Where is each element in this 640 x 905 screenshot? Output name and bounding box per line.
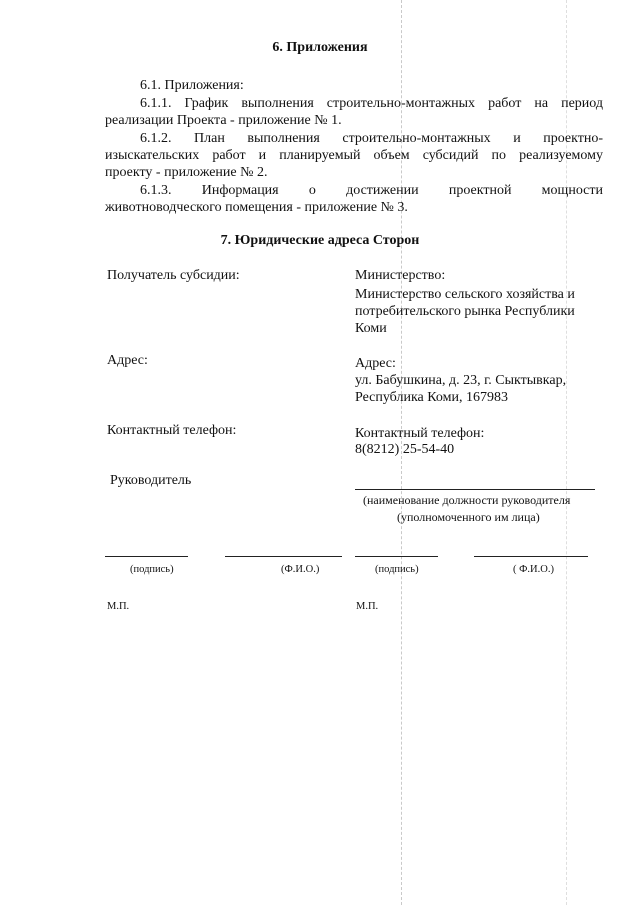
- ministry-name-line1: Министерство сельского хозяйства и: [355, 287, 575, 302]
- ministry-label: Министерство:: [355, 268, 446, 283]
- ministry-address-label: Адрес:: [355, 356, 396, 371]
- right-signature-line: [355, 556, 438, 557]
- item-6-1-2-line2: изыскательских работ и планируемый объем субсидий по реализуемому: [105, 148, 603, 163]
- recipient-phone-label: Контактный телефон:: [107, 423, 237, 438]
- position-caption-line2: (уполномоченного им лица): [397, 510, 540, 524]
- left-signature-line: [105, 556, 188, 557]
- section-6-heading: 6. Приложения: [272, 40, 368, 55]
- ministry-address-line1: ул. Бабушкина, д. 23, г. Сыктывкар,: [355, 373, 567, 388]
- recipient-label: Получатель субсидии:: [107, 268, 240, 283]
- left-signature-caption: (подпись): [130, 564, 174, 575]
- recipient-head-label: Руководитель: [110, 473, 192, 488]
- position-caption-line1: (наименование должности руководителя: [363, 493, 571, 507]
- left-name-caption: (Ф.И.О.): [281, 564, 320, 575]
- item-6-1-2-line1: 6.1.2. План выполнения строительно-монтажных и проектно-: [140, 131, 603, 146]
- position-name-line: [355, 489, 595, 490]
- section-7-heading: 7. Юридические адреса Сторон: [220, 233, 420, 248]
- ministry-phone-label: Контактный телефон:: [355, 426, 485, 441]
- item-6-1-1-line1: 6.1.1. График выполнения строительно-монтажных работ на период: [140, 96, 603, 111]
- right-seal-label: М.П.: [356, 601, 379, 612]
- recipient-address-label: Адрес:: [107, 353, 148, 368]
- left-name-line: [225, 556, 342, 557]
- right-name-line: [474, 556, 588, 557]
- left-seal-label: М.П.: [107, 601, 130, 612]
- item-6-1-3-line1: 6.1.3. Информация о достижении проектной мощности: [140, 183, 603, 198]
- right-name-caption: ( Ф.И.О.): [513, 564, 554, 575]
- right-signature-caption: (подпись): [375, 564, 419, 575]
- item-6-1-2-line3: проекту - приложение № 2.: [105, 165, 268, 180]
- ministry-phone-value: 8(8212) 25-54-40: [355, 442, 455, 457]
- item-6-1-1-line2: реализации Проекта - приложение № 1.: [105, 113, 342, 128]
- ministry-address-line2: Республика Коми, 167983: [355, 390, 508, 405]
- ministry-name-line3: Коми: [355, 321, 387, 336]
- item-6-1-3-line2: животноводческого помещения - приложение № 3.: [105, 200, 408, 215]
- item-6-1: 6.1. Приложения:: [140, 78, 244, 93]
- ministry-name-line2: потребительского рынка Республики: [355, 304, 575, 319]
